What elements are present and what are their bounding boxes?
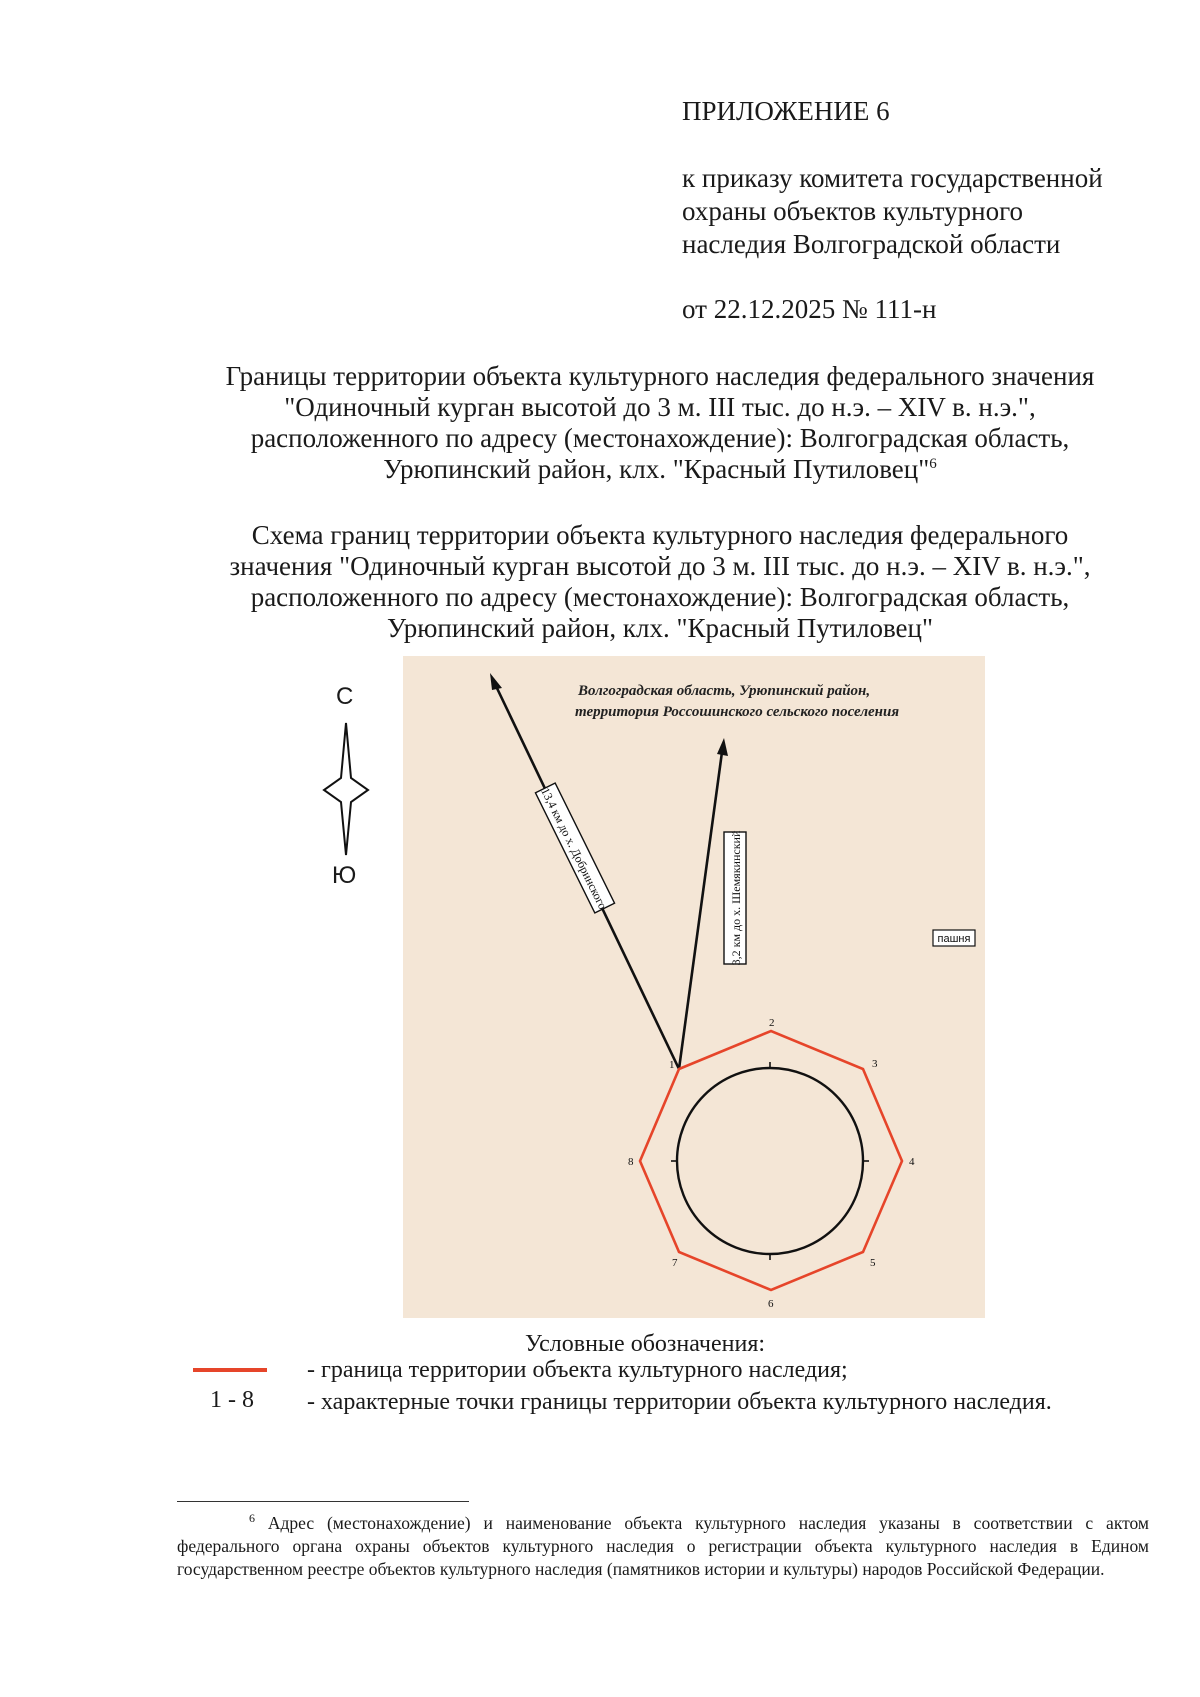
point-label: 3 bbox=[872, 1058, 878, 1070]
point-label: 8 bbox=[628, 1156, 634, 1168]
heading-line: значения "Одиночный курган высотой до 3 м. III тыс. до н.э. – XIV в. н.э.", bbox=[229, 551, 1091, 581]
legend-points-text: - характерные точки границы территории объекта культурного наследия. bbox=[307, 1389, 1052, 1415]
legend-points-symbol: 1 - 8 bbox=[210, 1387, 254, 1413]
document-heading bbox=[170, 361, 1150, 485]
order-reference bbox=[682, 162, 1162, 261]
point-label: 4 bbox=[909, 1156, 915, 1168]
footnote-text: Адрес (местонахождение) и наименование объекта культурного наследия указаны в соответствии с актом федерального органа охраны объектов культурного наследия о регистрации объекта культурного наследия в Едином государственном реестре объектов культурного наследия (памятников истории и культуры) народов Российской Федерации. bbox=[177, 1513, 1149, 1579]
heading-line: расположенного по адресу (местонахождение): Волгоградская область, bbox=[250, 423, 1070, 453]
arrow2-label-box bbox=[724, 830, 746, 965]
arrow2-label: 3,2 км до х. Шемякинский bbox=[729, 830, 743, 966]
appendix-title: ПРИЛОЖЕНИЕ 6 bbox=[682, 96, 890, 126]
map-background bbox=[403, 656, 985, 1318]
footnote bbox=[177, 1512, 1149, 1581]
land-label: пашня bbox=[937, 933, 971, 945]
heading-line: "Одиночный курган высотой до 3 м. III тыс. до н.э. – XIV в. н.э.", bbox=[284, 392, 1036, 422]
footnote-mark: 6 bbox=[249, 1511, 255, 1526]
heading-line: Урюпинский район, клх. "Красный Путиловец" bbox=[386, 613, 934, 643]
region-label: Волгоградская область, Урюпинский район, bbox=[578, 683, 871, 699]
heading-line: Границы территории объекта культурного наследия федерального значения bbox=[225, 361, 1095, 391]
point-label: 2 bbox=[769, 1017, 775, 1029]
legend-boundary-swatch bbox=[193, 1368, 267, 1372]
legend-boundary-text: - граница территории объекта культурного наследия; bbox=[307, 1357, 848, 1383]
order-line: к приказу комитета государственной bbox=[682, 163, 1103, 193]
boundary-map bbox=[403, 656, 985, 1318]
footnote-reference[interactable]: 6 bbox=[929, 456, 937, 472]
legend-title: Условные обозначения: bbox=[525, 1331, 766, 1357]
region-label: территория Россошинского сельского поселения bbox=[575, 704, 900, 720]
compass-rose-icon bbox=[316, 683, 376, 883]
order-line: наследия Волгоградской области bbox=[682, 229, 1061, 259]
compass-south-label: Ю bbox=[332, 862, 357, 889]
order-date: от 22.12.2025 № 111-н bbox=[682, 294, 937, 324]
arrow1-label: 13,4 км до х. Добринского bbox=[538, 785, 611, 912]
point-label: 6 bbox=[768, 1298, 774, 1310]
heading-line-with-footnote bbox=[170, 454, 1150, 485]
compass-north-label: С bbox=[336, 683, 354, 710]
heading-line: расположенного по адресу (местонахождение): Волгоградская область, bbox=[250, 582, 1070, 612]
point-label: 7 bbox=[672, 1257, 678, 1269]
point-label: 5 bbox=[870, 1257, 876, 1269]
heading-line: Схема границ территории объекта культурного наследия федерального bbox=[251, 520, 1069, 550]
footnote-divider bbox=[177, 1501, 469, 1502]
point-label: 1 bbox=[669, 1059, 675, 1071]
scheme-heading bbox=[170, 520, 1150, 644]
heading-line: Урюпинский район, клх. "Красный Путиловец" bbox=[383, 454, 930, 484]
order-line: охраны объектов культурного bbox=[682, 196, 1023, 226]
